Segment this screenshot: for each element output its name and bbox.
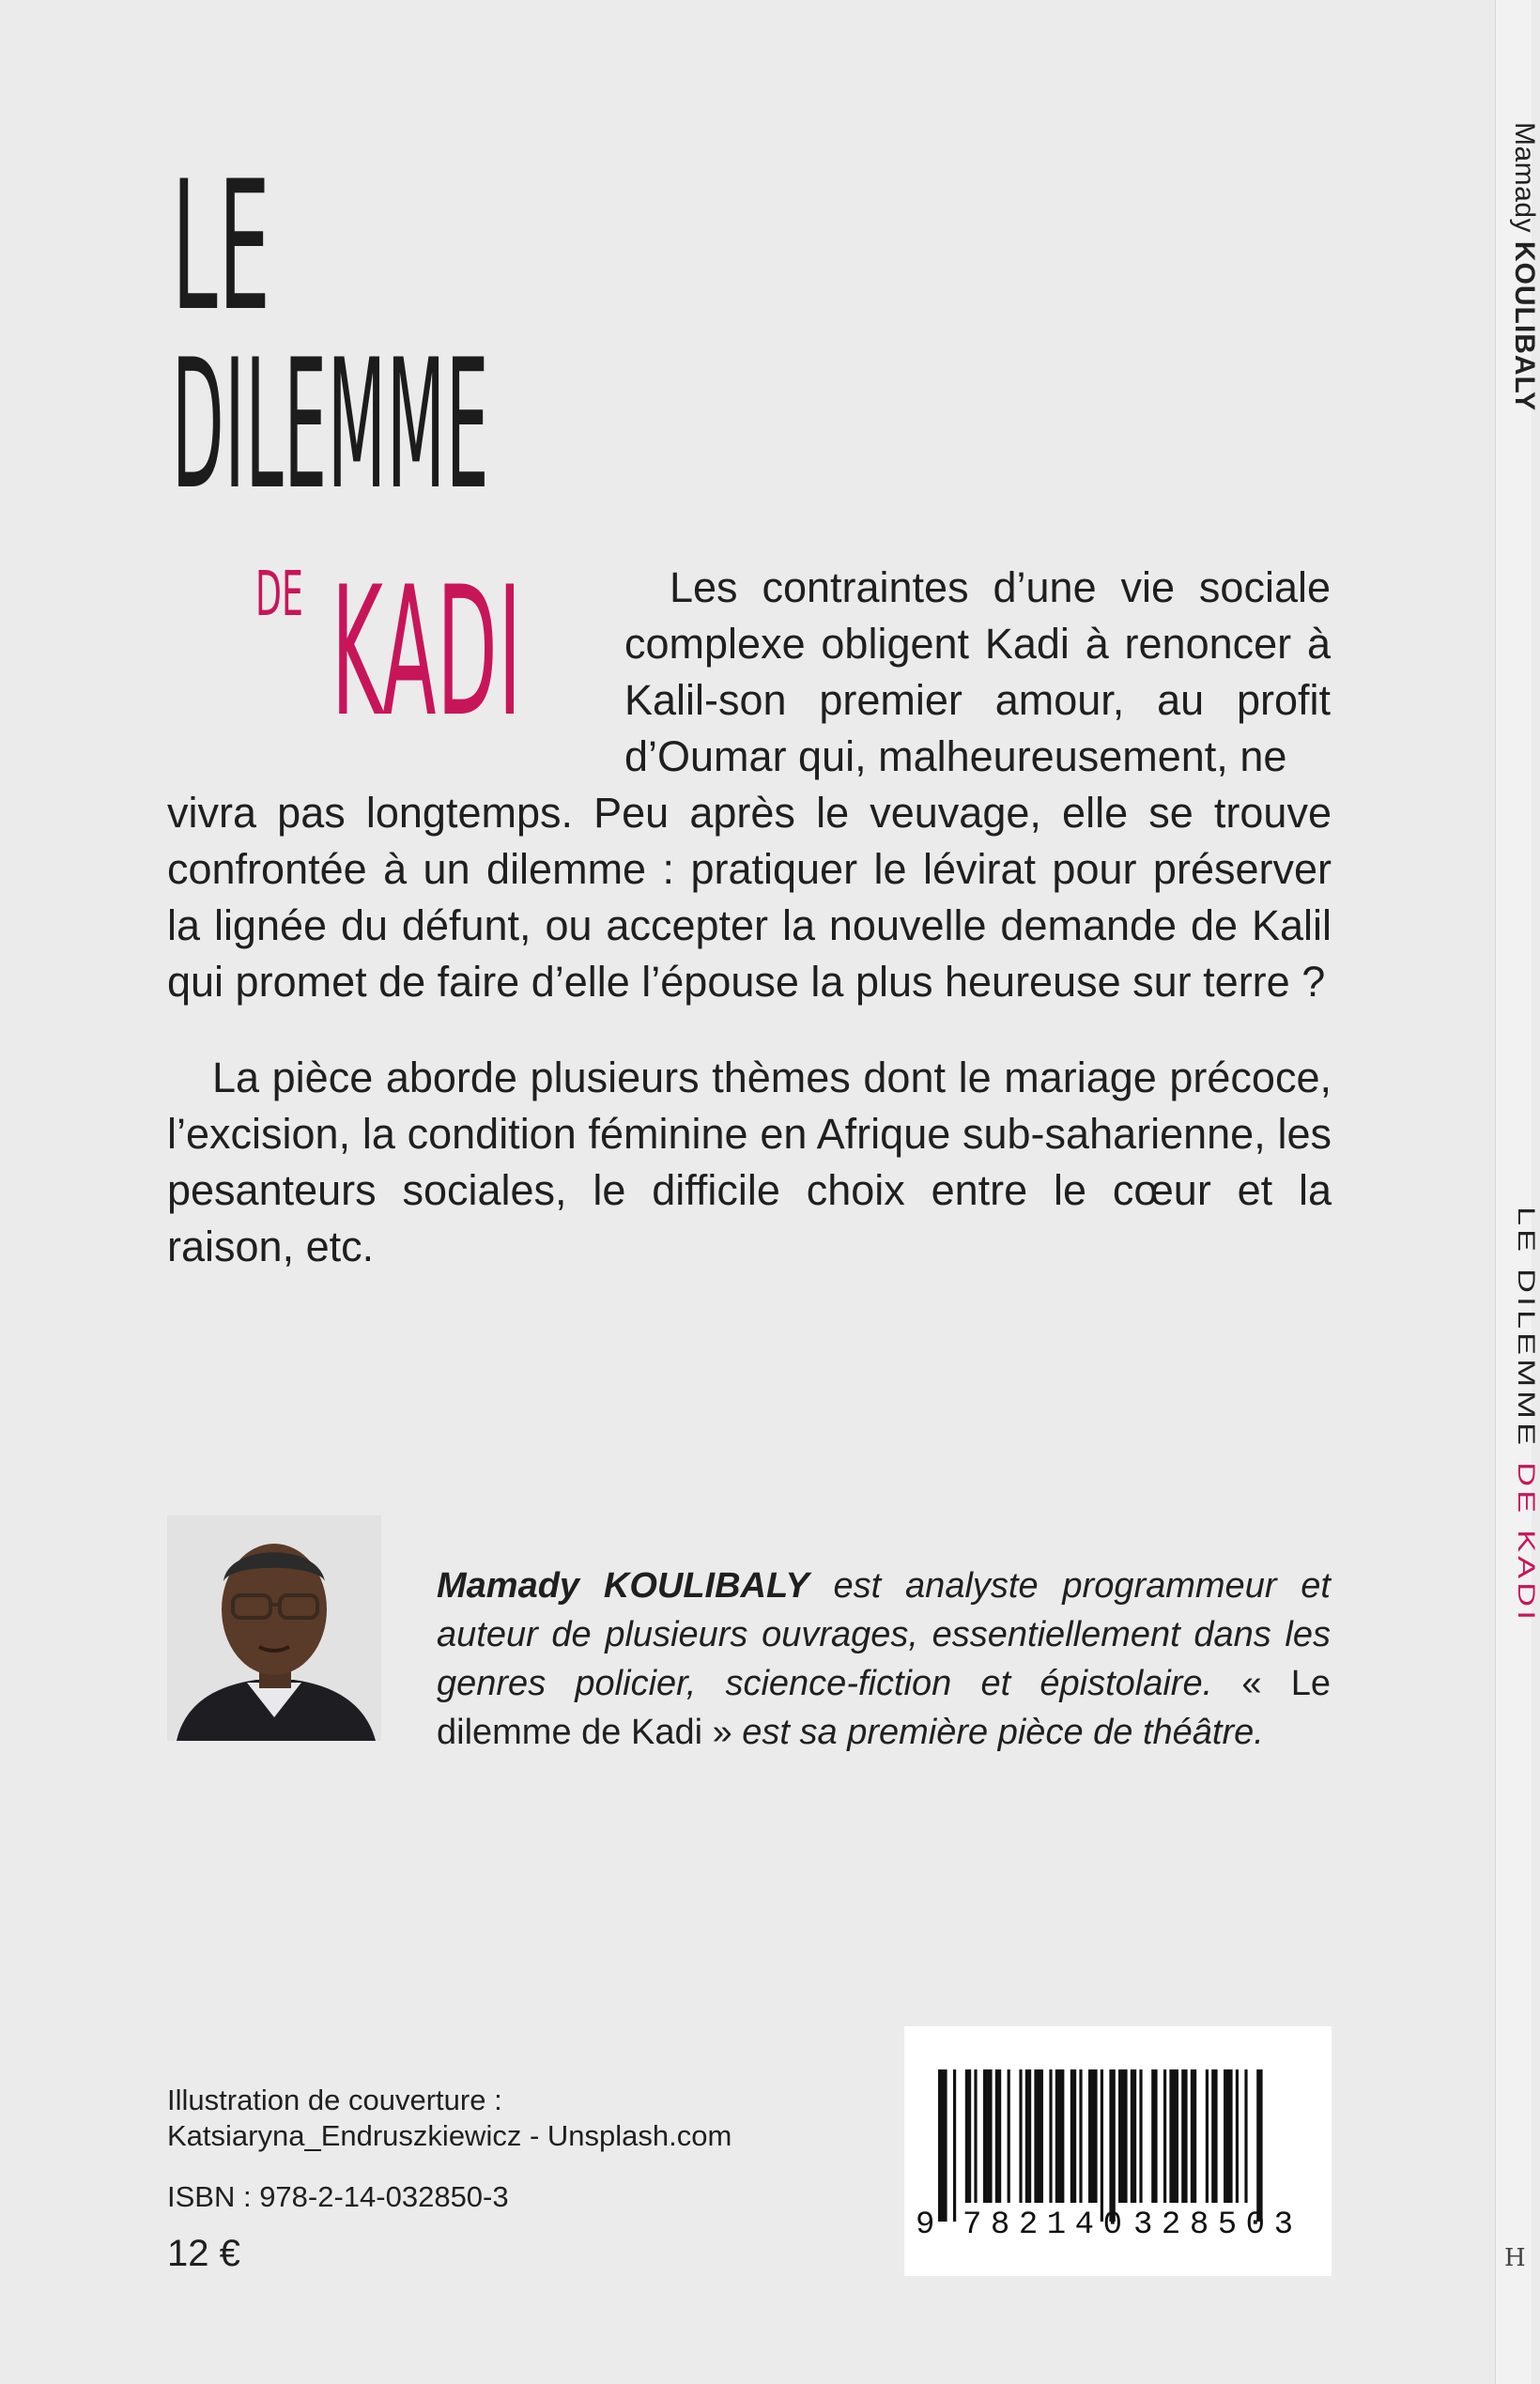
summary-text-1a: Les contraintes d’une vie sociale complexe obligent Kadi à renoncer à Kalil-son premier amour, au profit d’Oumar qui, malheureusement, ne [624,563,1331,780]
title-line-dilemme: DILEMME [172,321,490,529]
illustration-credit-source: Katsiaryna_Endruszkiewicz - Unsplash.com [167,2119,732,2152]
barcode-bar [1139,2069,1142,2203]
barcode-bar [965,2069,971,2203]
spine-title-accent: DE KADI [1513,1462,1540,1624]
barcode-bar [1224,2069,1233,2203]
barcode-bar [1101,2069,1103,2222]
author-bio-text-2: est sa première pièce de théâtre. [732,1713,1264,1752]
title-line-kadi: KADI [331,548,523,756]
barcode-bar [1034,2069,1043,2203]
title-line-de: DE [255,558,303,630]
spine-title [1513,1207,1540,1623]
barcode-bar [953,2069,956,2222]
barcode-bar [1211,2069,1217,2203]
publisher-logo: H [1504,2244,1526,2272]
barcode-bar [1244,2069,1247,2203]
barcode-bars [938,2069,1263,2222]
barcode-bar [1256,2069,1262,2222]
barcode-bar [1055,2069,1065,2203]
barcode-bar [1070,2069,1076,2203]
spine-author-first: Mamady [1509,122,1540,234]
author-name: Mamady KOULIBALY [437,1566,809,1606]
author-bio-quote: « Le dilemme de Kadi » [437,1664,1331,1752]
barcode-first-digit: 9 [916,2207,935,2243]
spine-title-main: LE DILEMME [1513,1207,1540,1450]
summary-text-2: La pièce aborde plusieurs thèmes dont le mariage précoce, l’excision, la condition féminine en Afrique sub-saharienne, les pesanteurs sociales, le difficile choix entre le cœur et la raison, etc. [167,1054,1332,1270]
barcode-bar [1118,2069,1128,2203]
barcode-bar [1191,2069,1196,2203]
barcode-bar [1008,2069,1010,2203]
title-line-le: LE [172,143,271,350]
author-photo [167,1515,381,1741]
barcode-bar [1131,2069,1136,2203]
barcode-group-1: 782140 [962,2207,1122,2243]
isbn-number: ISBN : 978-2-14-032850-3 [167,2180,509,2213]
author-portrait-illustration [167,1515,381,1741]
barcode-bar [1109,2069,1115,2222]
barcode-graphic [904,2026,1332,2276]
barcode-bar [1049,2069,1052,2203]
barcode-bar [1181,2069,1187,2203]
book-price: 12 € [167,2233,240,2274]
barcode-group-2: 328503 [1133,2207,1293,2243]
summary-paragraph-1-end: vivra pas longtemps. Peu après le veuvage, elle se trouve confrontée à un dilemme : pratiquer le lévirat pour préserver la lignée du défunt, ou accepter la nouvelle demande de Kalil qui promet de faire d’elle l’épouse la plus heureuse sur terre ? [167,789,1332,1006]
barcode-bar [1019,2069,1022,2203]
barcode-bar [938,2069,947,2222]
barcode-bar [983,2069,993,2203]
barcode-bar [1088,2069,1098,2203]
summary-paragraph-1-start [624,560,1331,785]
author-bio [437,1561,1331,1757]
barcode [904,2026,1332,2276]
barcode-bar [974,2069,977,2203]
author-bio-text-1: est analyste programmeur et auteur de plusieurs ouvrages, essentiellement dans les genres policier, science-fiction et épistolaire. [437,1566,1331,1703]
barcode-bar [1163,2069,1166,2203]
summary-paragraph-2 [167,1050,1332,1275]
barcode-bar [1169,2069,1178,2203]
barcode-bar [1236,2069,1239,2203]
barcode-bar [1079,2069,1082,2203]
barcode-bar [1206,2069,1209,2203]
spine-author [1508,122,1540,411]
spine-author-last: KOULIBALY [1509,240,1540,412]
illustration-credit-label: Illustration de couverture : [167,2084,502,2116]
barcode-bar [1025,2069,1031,2203]
illustration-credit [167,2083,732,2154]
barcode-bar [1151,2069,1157,2203]
barcode-bar [995,2069,1001,2203]
